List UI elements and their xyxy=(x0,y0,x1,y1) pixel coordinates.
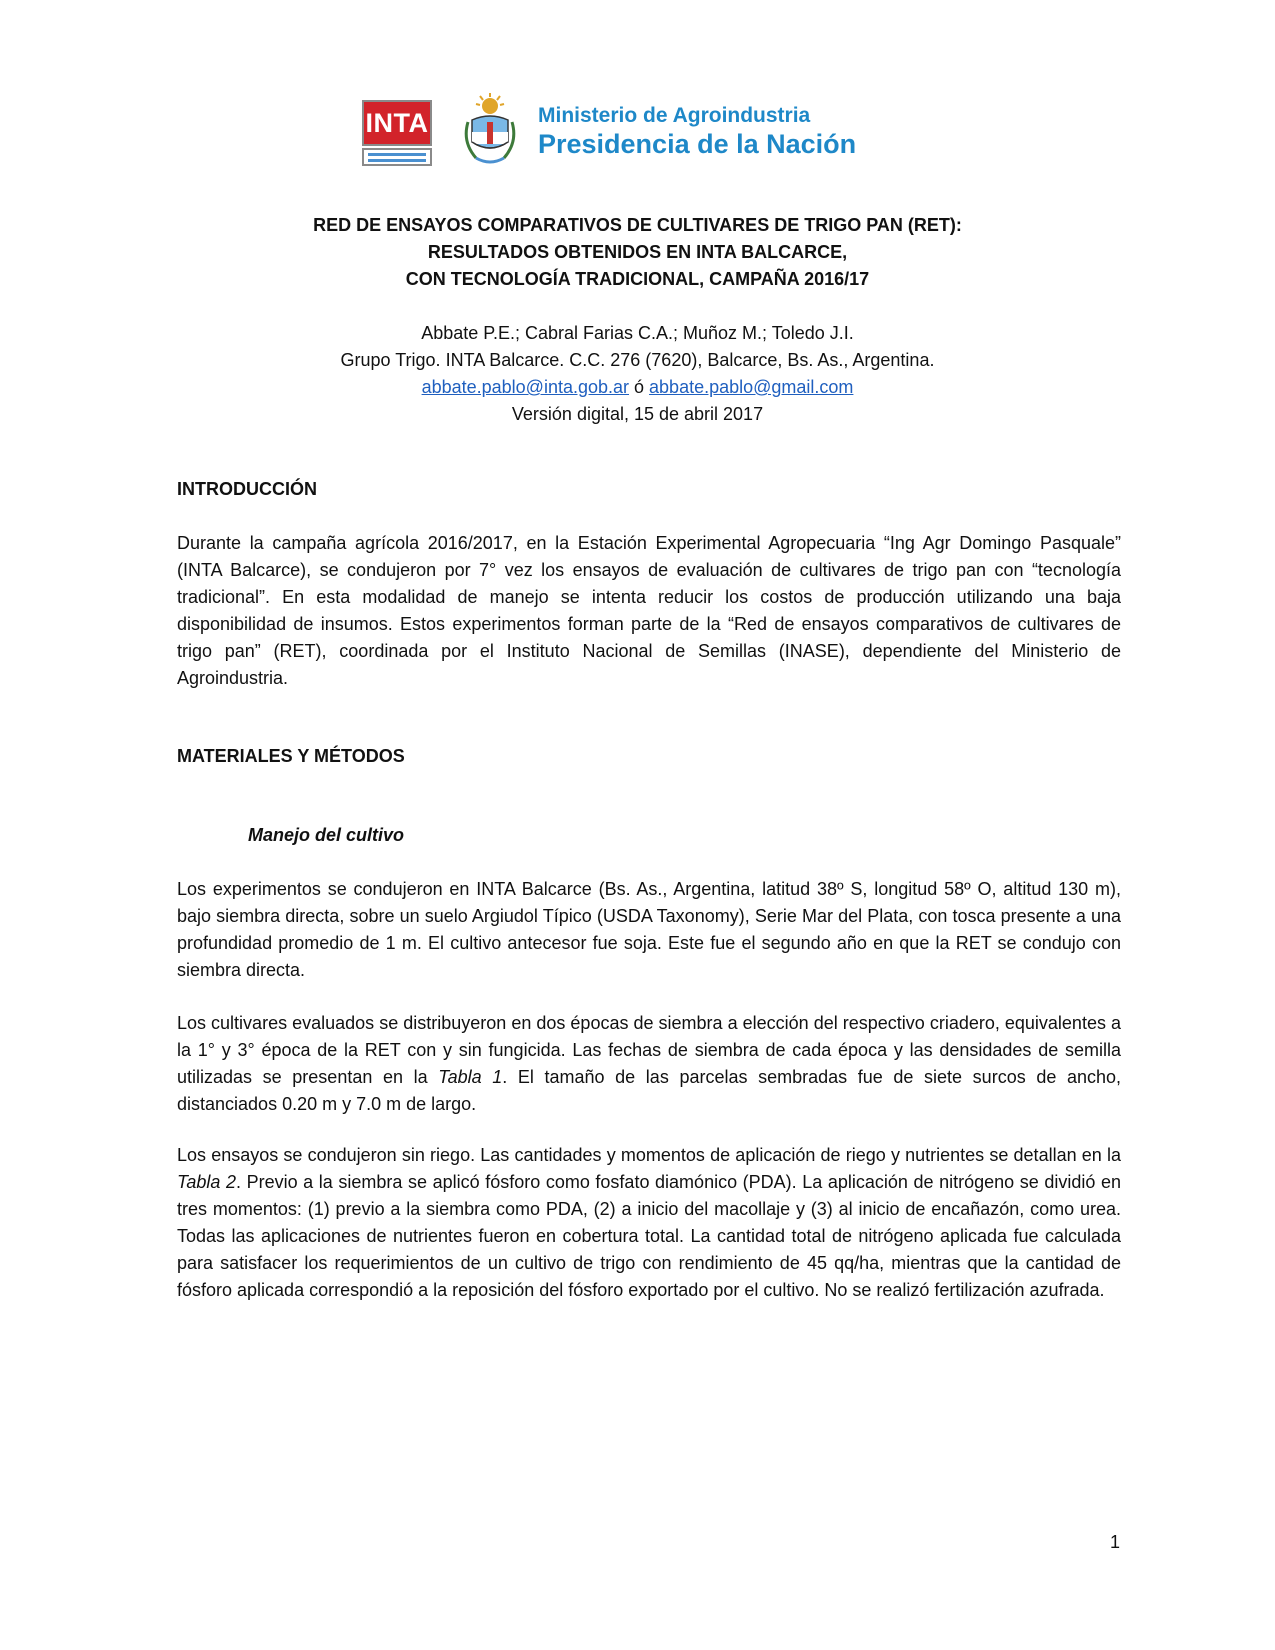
ministry-wordmark xyxy=(538,104,978,160)
inta-logo-text: INTA xyxy=(365,108,429,138)
national-seal-icon xyxy=(458,92,522,172)
intro-heading: INTRODUCCIÓN xyxy=(177,479,317,499)
title-line-1: RED DE ENSAYOS COMPARATIVOS DE CULTIVARES DE TRIGO PAN (RET): xyxy=(313,215,962,235)
author-affiliation: Grupo Trigo. INTA Balcarce. C.C. 276 (7620), Balcarce, Bs. As., Argentina. xyxy=(340,350,935,370)
p2-text-b: . El tamaño de las parcelas sembradas fue de siete surcos de ancho, distanciados 0.20 m y 7.0 m de largo. xyxy=(177,1067,1122,1114)
methods-paragraph-2 xyxy=(177,1010,1121,1118)
inta-logo xyxy=(362,100,434,164)
email-link-gmail[interactable]: abbate.pablo@gmail.com xyxy=(649,377,854,397)
presidency-name: Presidencia de la Nación xyxy=(538,129,857,159)
author-block xyxy=(0,320,1275,428)
author-names: Abbate P.E.; Cabral Farias C.A.; Muñoz M.; Toledo J.I. xyxy=(421,323,854,343)
header-logos xyxy=(362,92,962,172)
version-date: Versión digital, 15 de abril 2017 xyxy=(511,404,764,424)
email-link-inta[interactable]: abbate.pablo@inta.gob.ar xyxy=(421,377,630,397)
page-number: 1 xyxy=(1109,1532,1120,1552)
email-separator: ó xyxy=(629,377,650,397)
methods-paragraph-3 xyxy=(177,1142,1121,1304)
methods-paragraph-1: Los experimentos se condujeron en INTA Balcarce (Bs. As., Argentina, latitud 38º S, longitud 58º O, altitud 130 m), bajo siembra directa, sobre un suelo Argiudol Típico (USDA Taxonomy), Serie Mar del Plata, con tosca presente a una profundidad promedio de 1 m. El cultivo antecesor fue soja. Este fue el segundo año en que la RET se condujo con siembra directa. xyxy=(177,879,1121,980)
author-emails xyxy=(0,374,1275,401)
p2-text-a: Los cultivares evaluados se distribuyeron en dos épocas de siembra a elección del respectivo criadero, equivalentes a la 1° y 3° época de la RET con y sin fungicida. Las fechas de siembra de cada época y las densidades de semilla utilizadas se presentan en la xyxy=(177,1013,1121,1087)
p3-text-a: Los ensayos se condujeron sin riego. Las cantidades y momentos de aplicación de riego y nutrientes se detallan en la xyxy=(177,1145,1121,1165)
document-title xyxy=(0,212,1275,293)
intro-paragraph: Durante la campaña agrícola 2016/2017, en la Estación Experimental Agropecuaria “Ing Agr Domingo Pasquale” (INTA Balcarce), se condujeron por 7° vez los ensayos de evaluación de cultivares de trigo pan con “tecnología tradicional”. En esta modalidad de manejo se intenta reducir los costos de producción utilizando una baja disponibilidad de insumos. Estos experimentos forman parte de la “Red de ensayos comparativos de cultivares de trigo pan” (RET), coordinada por el Instituto Nacional de Semillas (INASE), dependiente del Ministerio de Agroindustria. xyxy=(177,533,1121,688)
methods-heading: MATERIALES Y MÉTODOS xyxy=(177,746,405,766)
p3-text-b: . Previo a la siembra se aplicó fósforo como fosfato diamónico (PDA). La aplicación de nitrógeno se dividió en tres momentos: (1) previo a la siembra como PDA, (2) a inicio del macollaje y (3) al inicio de encañazón, como urea. Todas las aplicaciones de nutrientes fueron en cobertura total. La cantidad total de nitrógeno aplicada fue calculada para satisfacer los requerimientos de un cultivo de trigo con rendimiento de 45 qq/ha, mientras que la cantidad de fósforo aplicada correspondió a la reposición del fósforo exportado por el cultivo. No se realizó fertilización azufrada. xyxy=(177,1172,1121,1300)
ministry-name: Ministerio de Agroindustria xyxy=(538,104,811,127)
table-1-reference: Tabla 1 xyxy=(438,1067,503,1087)
title-line-3: CON TECNOLOGÍA TRADICIONAL, CAMPAÑA 2016/17 xyxy=(405,269,870,289)
table-2-reference: Tabla 2 xyxy=(177,1172,236,1192)
title-line-2: RESULTADOS OBTENIDOS EN INTA BALCARCE, xyxy=(427,242,848,262)
crop-management-subheading: Manejo del cultivo xyxy=(248,825,405,845)
